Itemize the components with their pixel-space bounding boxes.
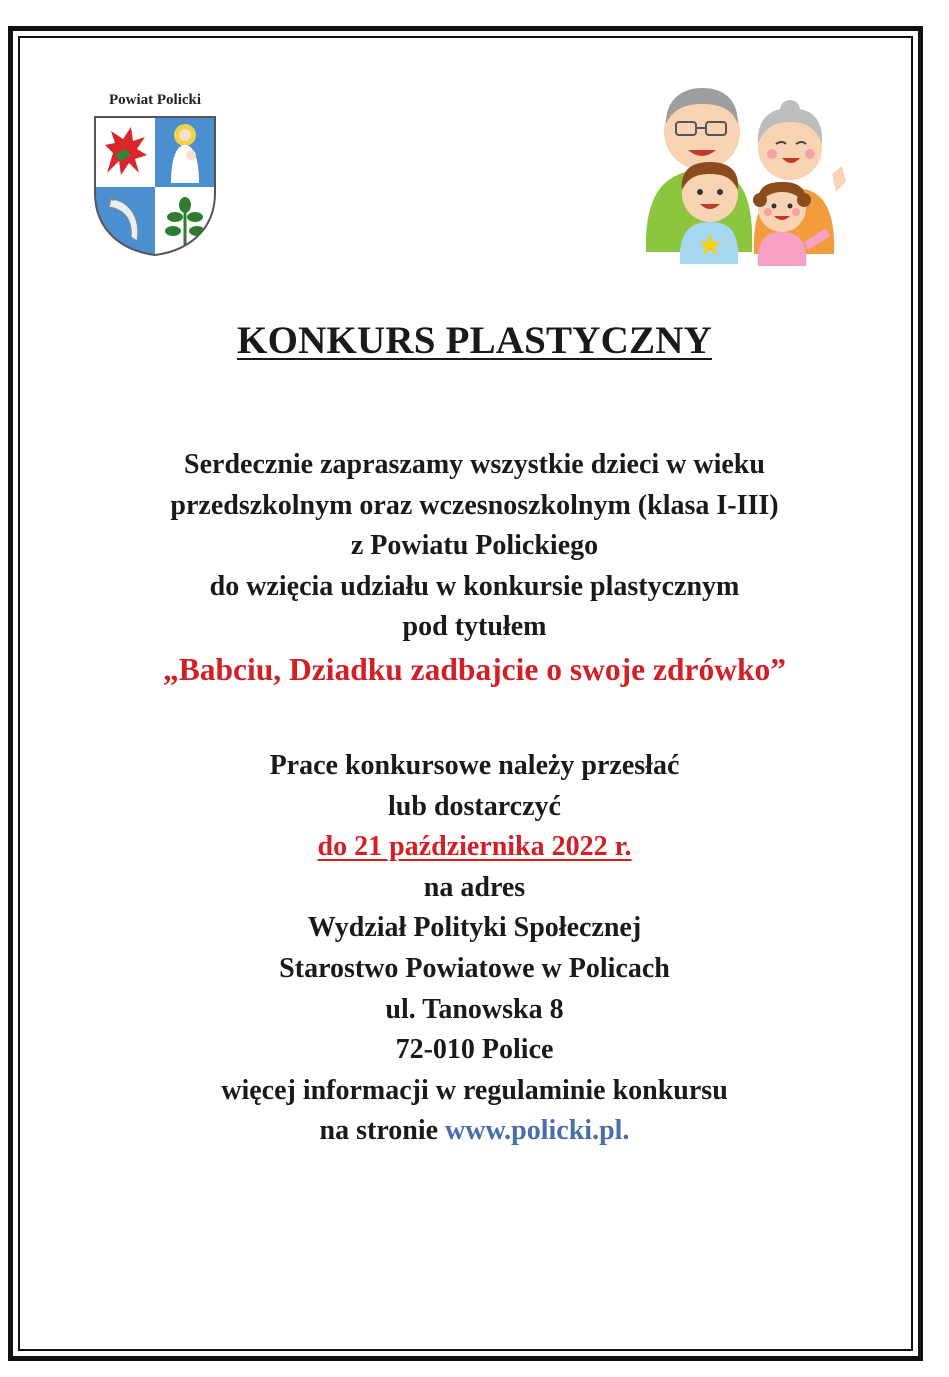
address-line: ul. Tanowska 8: [385, 993, 564, 1025]
address-line: 72-010 Police: [395, 1034, 554, 1066]
invitation-line: pod tytułem: [402, 611, 547, 643]
address-line: Wydział Polityki Społecznej: [307, 912, 642, 944]
family-icon: [636, 82, 848, 268]
page-title: KONKURS PLASTYCZNY: [237, 319, 712, 362]
invitation-line: przedszkolnym oraz wczesnoszkolnym (klasa I-III): [170, 489, 779, 521]
logo-caption: Powiat Policki: [108, 92, 202, 108]
deadline-text: do 21 października 2022 r.: [317, 831, 632, 863]
address-line: Starostwo Powiatowe w Policach: [279, 952, 670, 984]
invitation-block: [0, 445, 949, 692]
website-line: [0, 1111, 949, 1152]
website-link[interactable]: www.policki.pl.: [445, 1115, 630, 1147]
invitation-line: Serdecznie zapraszamy wszystkie dzieci w wieku: [184, 449, 765, 480]
contest-title: „Babciu, Dziadku zadbajcie o swoje zdrówko”: [162, 651, 787, 687]
submission-line: lub dostarczyć: [388, 790, 561, 822]
website-prefix: na stronie: [319, 1115, 446, 1147]
deadline: [0, 827, 949, 868]
info-line: więcej informacji w regulaminie konkursu: [221, 1074, 728, 1106]
family-illustration: [636, 82, 848, 268]
submission-line: Prace konkursowe należy przesłać: [269, 750, 680, 781]
coat-of-arms-icon: [91, 113, 219, 257]
powiat-logo: [88, 92, 222, 257]
submission-block: [0, 746, 949, 1152]
invitation-line: z Powiatu Polickiego: [350, 530, 599, 562]
submission-line: na adres: [423, 871, 526, 903]
invitation-line: do wzięcia udziału w konkursie plastycznym: [209, 570, 740, 602]
